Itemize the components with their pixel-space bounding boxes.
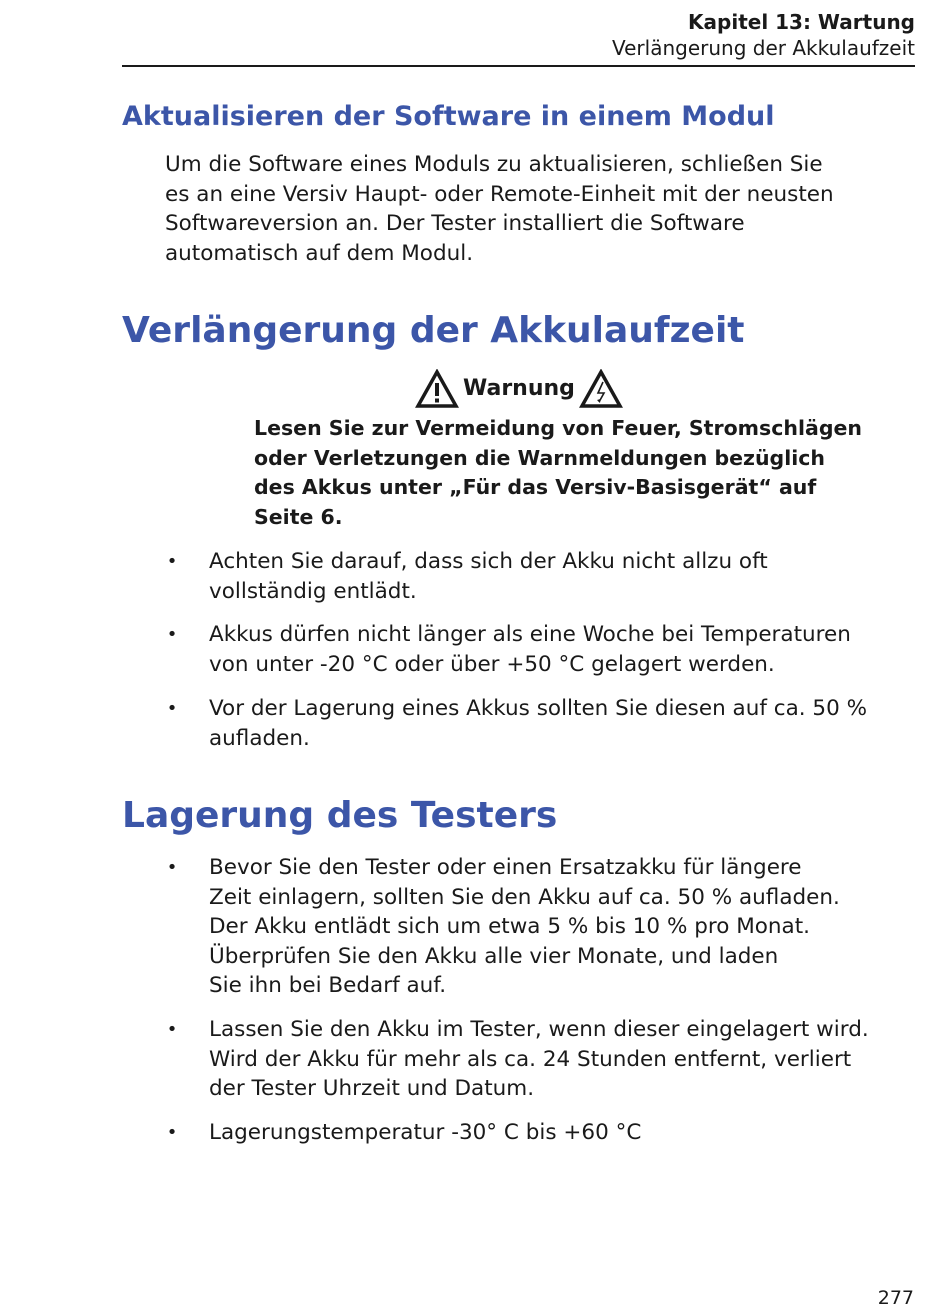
warning-line: Seite 6. [254, 504, 343, 529]
bullet-icon: • [166, 551, 178, 572]
warning-line: Lesen Sie zur Vermeidung von Feuer, Stromschlägen [254, 416, 863, 440]
bullet-icon: • [166, 698, 178, 719]
electric-shock-icon [579, 369, 623, 409]
list-item-text [209, 620, 851, 679]
list-item-line: vollständig entlädt. [209, 578, 417, 604]
warning-line: oder Verletzungen die Warnmeldungen bezüglich [254, 445, 826, 470]
list-item-text [209, 694, 867, 753]
storage-heading: Lagerung des Testers [122, 795, 558, 836]
warning-triangle-icon [415, 369, 459, 409]
warning-line: des Akkus unter „Für das Versiv-Basisgerät“ auf [254, 475, 817, 499]
list-item-line: Überprüfen Sie den Akku alle vier Monate, und laden [209, 943, 779, 969]
list-item-line: Der Akku entlädt sich um etwa 5 % bis 10 % pro Monat. [209, 914, 810, 939]
list-item-line: Zeit einlagern, sollten Sie den Akku auf ca. 50 % aufladen. [209, 884, 840, 910]
list-item-line: von unter -20 °C oder über +50 °C gelagert werden. [209, 651, 775, 677]
list-item-line: Wird der Akku für mehr als ca. 24 Stunden entfernt, verliert [209, 1046, 852, 1072]
software-update-paragraph [165, 150, 910, 268]
page-number: 277 [877, 1287, 914, 1309]
running-header [122, 9, 915, 61]
list-item-line: Sie ihn bei Bedarf auf. [209, 973, 447, 998]
bullet-icon: • [166, 624, 178, 645]
list-item-line: Vor der Lagerung eines Akkus sollten Sie diesen auf ca. 50 % [209, 696, 868, 721]
list-item-text [209, 1118, 641, 1148]
warning-label: Warnung [463, 376, 575, 401]
list-item-line: der Tester Uhrzeit und Datum. [209, 1076, 535, 1101]
header-section-title: Verlängerung der Akkulaufzeit [612, 36, 915, 60]
software-update-heading: Aktualisieren der Software in einem Modul [122, 101, 775, 132]
bullet-icon: • [166, 857, 178, 878]
header-divider [122, 65, 915, 67]
battery-life-heading: Verlängerung der Akkulaufzeit [122, 310, 745, 351]
list-item-line: aufladen. [209, 725, 310, 751]
list-item-text [209, 853, 840, 1001]
paragraph-line: Softwareversion an. Der Tester installiert die Software [165, 211, 745, 236]
warning-title [415, 369, 623, 409]
paragraph-line: es an eine Versiv Haupt- oder Remote-Einheit mit der neusten [165, 181, 834, 207]
bullet-icon: • [166, 1019, 178, 1040]
paragraph-line: Um die Software eines Moduls zu aktualisieren, schließen Sie [165, 152, 823, 177]
bullet-icon: • [166, 1122, 178, 1143]
list-item-line: Lagerungstemperatur -30° C bis +60 °C [209, 1120, 642, 1145]
list-item-line: Bevor Sie den Tester oder einen Ersatzakku für längere [209, 855, 802, 880]
list-item-text [209, 1015, 869, 1104]
list-item-line: Achten Sie darauf, dass sich der Akku nicht allzu oft [209, 549, 768, 574]
list-item-text [209, 547, 768, 606]
list-item-line: Lassen Sie den Akku im Tester, wenn dieser eingelagert wird. [209, 1017, 869, 1042]
list-item-line: Akkus dürfen nicht länger als eine Woche bei Temperaturen [209, 622, 851, 647]
warning-text [254, 414, 894, 532]
paragraph-line: automatisch auf dem Modul. [165, 240, 474, 266]
header-chapter-title: Kapitel 13: Wartung [688, 10, 915, 34]
